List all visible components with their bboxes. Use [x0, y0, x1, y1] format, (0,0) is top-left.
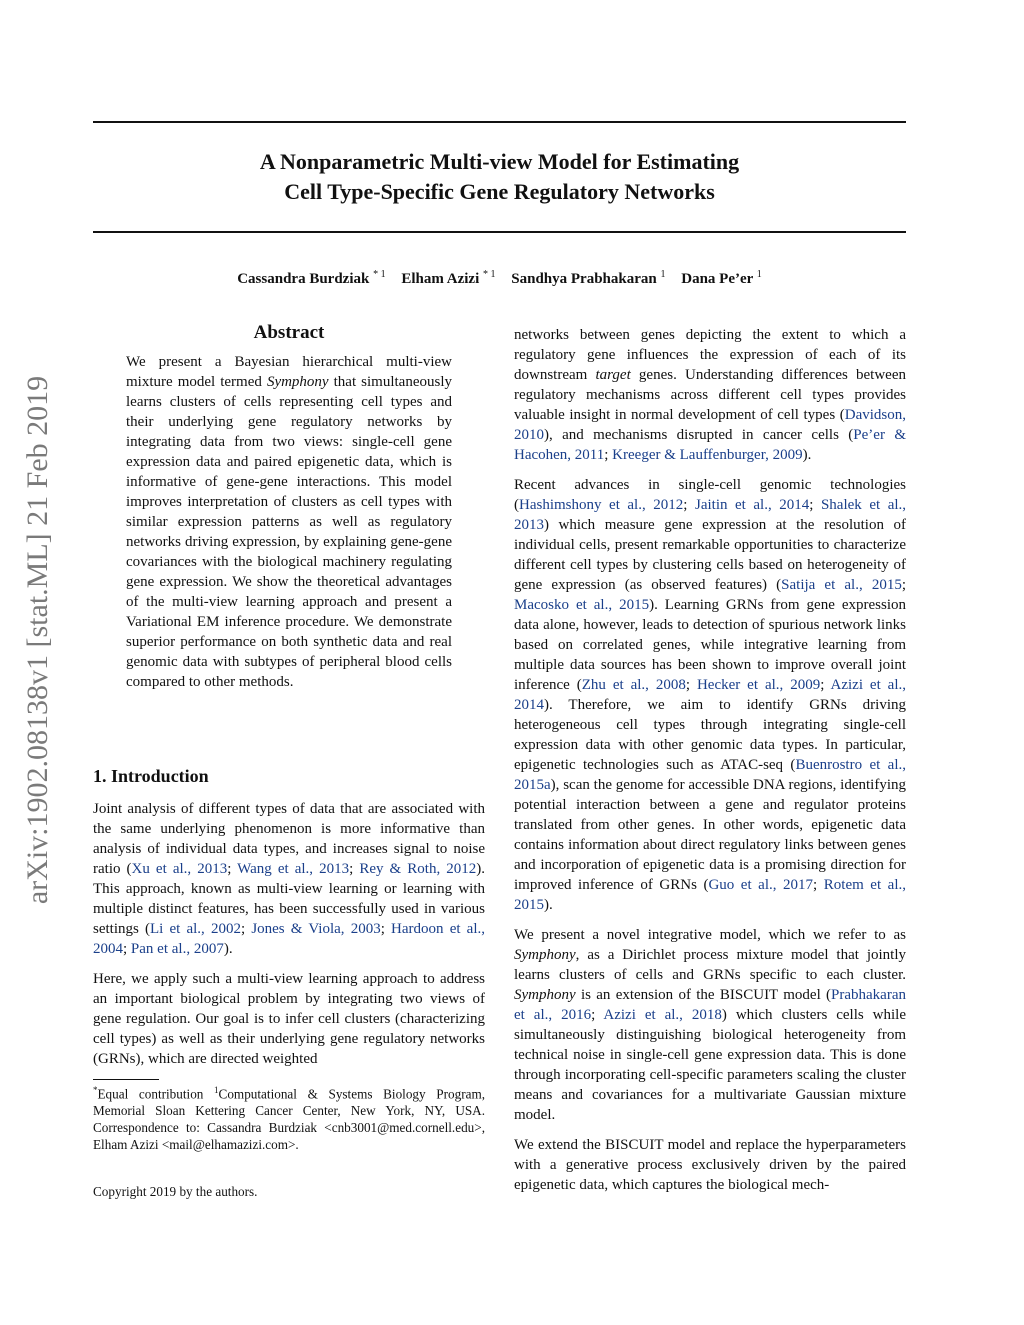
author-affiliation-mark: 1 [660, 269, 666, 280]
citation-link[interactable]: Azizi et al., 2018 [603, 1007, 722, 1023]
text: ) which measure gene expression at the resolution of individual cells, present remarkable opportunities to characterize different cell types by clustering cells based on heterogeneity of gene expression (as observed features) ( [514, 517, 906, 593]
text: ). [223, 941, 233, 957]
text: Joint analysis of different types of data that are associated with the same underlying phenomenon is more informative than analysis of individual data types, and increases signal to noise ratio ( [93, 801, 485, 877]
text: ), scan the genome for accessible DNA regions, identifying potential interaction between a gene and regulator proteins translated from other genes. In other words, epigenetic data contains information about direct regulatory links between genes and incorporation of epigenetic data is a promising direction for improved inference of GRNs ( [514, 777, 906, 893]
title-bottom-rule [93, 231, 906, 233]
citation-link[interactable]: Kreeger & Lauffenburger, 2009 [612, 447, 803, 463]
title-line-1: A Nonparametric Multi-view Model for Estimating [259, 149, 740, 174]
text: ). [544, 897, 553, 913]
citation-link[interactable]: Macosko et al., 2015 [514, 597, 650, 613]
paragraph: We extend the BISCUIT model and replace the hyperparameters with a generative process exclusively driven by the paired epigenetic data, which captures the biological mech- [514, 1137, 906, 1193]
text: ). Learning GRNs from gene expression data alone, however, leads to detection of spurious network links based on correlated genes, while integrative learning from multiple data sources has been shown to improve overall joint inference ( [514, 597, 906, 693]
citation-link[interactable]: Satija et al., 2015 [781, 577, 902, 593]
left-column [93, 799, 485, 1079]
author-name: Sandhya Prabhakaran [511, 271, 657, 287]
text: networks between genes depicting the extent to which a regulatory gene influences the expression of each of its downstream [514, 327, 906, 383]
model-name: Symphony [266, 374, 329, 390]
citation-link[interactable]: Shalek et al., 2013 [514, 497, 907, 533]
text: , as a Dirichlet process mixture model that jointly learns clusters of cells and GRNs specific to each cluster. [514, 947, 906, 983]
arxiv-stamp-text[interactable]: arXiv:1902.08138v1 [stat.ML] 21 Feb 2019 [21, 375, 54, 905]
paragraph: We present a novel integrative model, which we refer to as Symphony, as a Dirichlet process mixture model that jointly learns clusters of cells and GRNs specific to each cluster. Symphony is an extension of the BISCUIT model (Prabhakaran et al., 2016; Azizi et al., 2018) which clusters cells while simultaneously distinguishing biological heterogeneity from technical noise in single-cell gene expression data. This is done through incorporating cell-specific parameters scaling the cluster means and covariances for a multivariate Gaussian mixture model. [514, 927, 907, 1123]
citation-link[interactable]: Pan et al., 2007 [130, 941, 224, 957]
footnote-mark: * [93, 1085, 98, 1095]
author [237, 271, 385, 287]
text: ), and mechanisms disrupted in cancer cells ( [544, 427, 854, 443]
author-list [93, 264, 906, 290]
author [511, 271, 665, 287]
abstract-text-part: that simultaneously learns clusters of cells representing cell types and their underlying gene regulatory networks by integrating data from two views: single-cell gene expression data and paired epigenetic data, which is informative of gene-gene interactions. This model improves interpretation of clusters as cell types with similar expression patterns as well as regulatory networks driving expression, by explaining gene-gene covariances with the biological machinery regulating gene expression. We show the theoretical advantages of the multi-view learning approach and present a Variational EM inference procedure. We demonstrate superior performance on both synthetic data and real genomic data with subtypes of peripheral blood cells compared to other methods. [126, 374, 453, 690]
right-column [514, 325, 906, 1205]
text: is an extension of the BISCUIT model ( [575, 987, 832, 1003]
text: ). [802, 447, 812, 463]
citation-link[interactable]: Wang et al., 2013 [237, 861, 350, 877]
citation-link[interactable]: Xu et al., 2013 [131, 861, 228, 877]
author-affiliation-mark: * 1 [373, 269, 386, 280]
abstract-heading: Abstract [253, 322, 325, 343]
footnote-text: Computational & Systems Biology Program, Memorial Sloan Kettering Cancer Center, New York, NY, USA. Correspondence to: Cassandra Burdziak <cnb3001@med.cornell.edu>, Elham Azizi <mail@elhamazizi.com>. [93, 1086, 485, 1153]
abstract-text-part: We present a Bayesian hierarchical multi-view mixture model termed [126, 354, 452, 390]
citation-link[interactable]: Hecker et al., 2009 [696, 677, 821, 693]
title-line-2: Cell Type-Specific Gene Regulatory Networks [284, 179, 715, 204]
author [401, 271, 495, 287]
paragraph: Recent advances in single-cell genomic technologies (Hashimshony et al., 2012; Jaitin et al., 2014; Shalek et al., 2013) which measure gene expression at the resolution of individual cells, present remarkable opportunities to characterize different cell types by clustering cells based on heterogeneity of gene expression (as observed features) (Satija et al., 2015; Macosko et al., 2015). Learning GRNs from gene expression data alone, however, leads to detection of spurious network links based on correlated genes, while integrative learning from multiple data sources has been shown to improve overall joint inference (Zhu et al., 2008; Hecker et al., 2009; Azizi et al., 2014). Therefore, we aim to identify GRNs driving heterogeneous cell types through integrating single-cell expression data with other genomic data types. In particular, epigenetic technologies such as ATAC-seq (Buenrostro et al., 2015a), scan the genome for accessible DNA regions, identifying potential interaction between a gene and regulator proteins translated from other genes. In other words, epigenetic data contains information about direct regulatory links between genes and incorporation of epigenetic data is a promising direction for improved inference of GRNs (Guo et al., 2017; Rotem et al., 2015). [514, 477, 907, 913]
abstract-text [126, 352, 452, 692]
citation-link[interactable]: Jaitin et al., 2014 [694, 497, 810, 513]
author-name: Cassandra Burdziak [237, 271, 370, 287]
citation-link[interactable]: Prabhakaran et al., 2016 [514, 987, 906, 1023]
paragraph: Joint analysis of different types of data that are associated with the same underlying phenomenon is more informative than analysis of individual data types, and increases signal to noise ratio (Xu et al., 2013; Wang et al., 2013; Rey & Roth, 2012). This approach, known as multi-view learning or learning with multiple distinct features, has been successfully used in various settings (Li et al., 2002; Jones & Viola, 2003; Hardoon et al., 2004; Pan et al., 2007). [93, 801, 486, 957]
author-affiliation-mark: 1 [756, 269, 762, 280]
text: genes. Understanding differences between regulatory mechanisms across different cell types provides valuable insight in normal development of cell types ( [514, 367, 906, 423]
paragraph: networks between genes depicting the extent to which a regulatory gene influences the expression of each of its downstream target genes. Understanding differences between regulatory mechanisms across different cell types provides valuable insight in normal development of cell types (Davidson, 2010), and mechanisms disrupted in cancer cells (Pe’er & Hacohen, 2011; Kreeger & Lauffenburger, 2009). [514, 327, 906, 463]
paragraph: Here, we apply such a multi-view learning approach to address an important biological problem by integrating two views of gene regulation. Our goal is to infer cell clusters (characterizing cell types) as well as their underlying gene regulatory networks (GRNs), which are directed weighted [93, 971, 485, 1067]
citation-link[interactable]: Hardoon et al., 2004 [93, 921, 486, 957]
citation-link[interactable]: Rey & Roth, 2012 [359, 861, 477, 877]
section-heading-introduction: 1. Introduction [93, 766, 209, 786]
text: Recent advances in single-cell genomic technologies ( [514, 477, 906, 513]
citation-link[interactable]: Buenrostro et al., 2015a [514, 757, 906, 793]
citation-link[interactable]: Pe’er & Hacohen, 2011 [514, 427, 906, 463]
citation-link[interactable]: Zhu et al., 2008 [581, 677, 686, 693]
author-name: Elham Azizi [401, 271, 480, 287]
footnote-mark: 1 [214, 1085, 219, 1095]
copyright-notice: Copyright 2019 by the authors. [93, 1184, 258, 1199]
citation-link[interactable]: Azizi et al., 2014 [514, 677, 906, 713]
text: ) which clusters cells while simultaneously distinguishing biological heterogeneity from technical noise in single-cell gene expression data. This is done through incorporating cell-specific parameters scaling the cluster means and covariances for a multivariate Gaussian mixture model. [514, 1007, 907, 1123]
text: ). This approach, known as multi-view learning or learning with multiple distinct features, has been successfully used in various settings ( [93, 861, 485, 937]
footnote-text: Equal contribution [97, 1086, 215, 1102]
model-name: Symphony [514, 987, 576, 1003]
text: We present a novel integrative model, which we refer to as [514, 927, 906, 943]
author [681, 271, 762, 287]
title-top-rule [93, 121, 906, 123]
text: ). Therefore, we aim to identify GRNs driving heterogeneous cell types through integrating single-cell expression data with other genomic data types. In particular, epigenetic technologies such as ATAC-seq ( [514, 697, 906, 773]
model-name: Symphony [514, 947, 576, 963]
citation-link[interactable]: Li et al., 2002 [150, 921, 241, 937]
emphasis: target [595, 367, 631, 383]
citation-link[interactable]: Davidson, 2010 [514, 407, 906, 443]
footnote-rule [93, 1079, 159, 1080]
footnote [93, 1082, 485, 1153]
citation-link[interactable]: Jones & Viola, 2003 [251, 921, 381, 937]
author-name: Dana Pe’er [681, 271, 754, 287]
author-affiliation-mark: * 1 [483, 269, 496, 280]
citation-link[interactable]: Rotem et al., 2015 [514, 877, 906, 913]
citation-link[interactable]: Guo et al., 2017 [708, 877, 814, 893]
paper-title [93, 147, 906, 207]
citation-link[interactable]: Hashimshony et al., 2012 [519, 497, 684, 513]
